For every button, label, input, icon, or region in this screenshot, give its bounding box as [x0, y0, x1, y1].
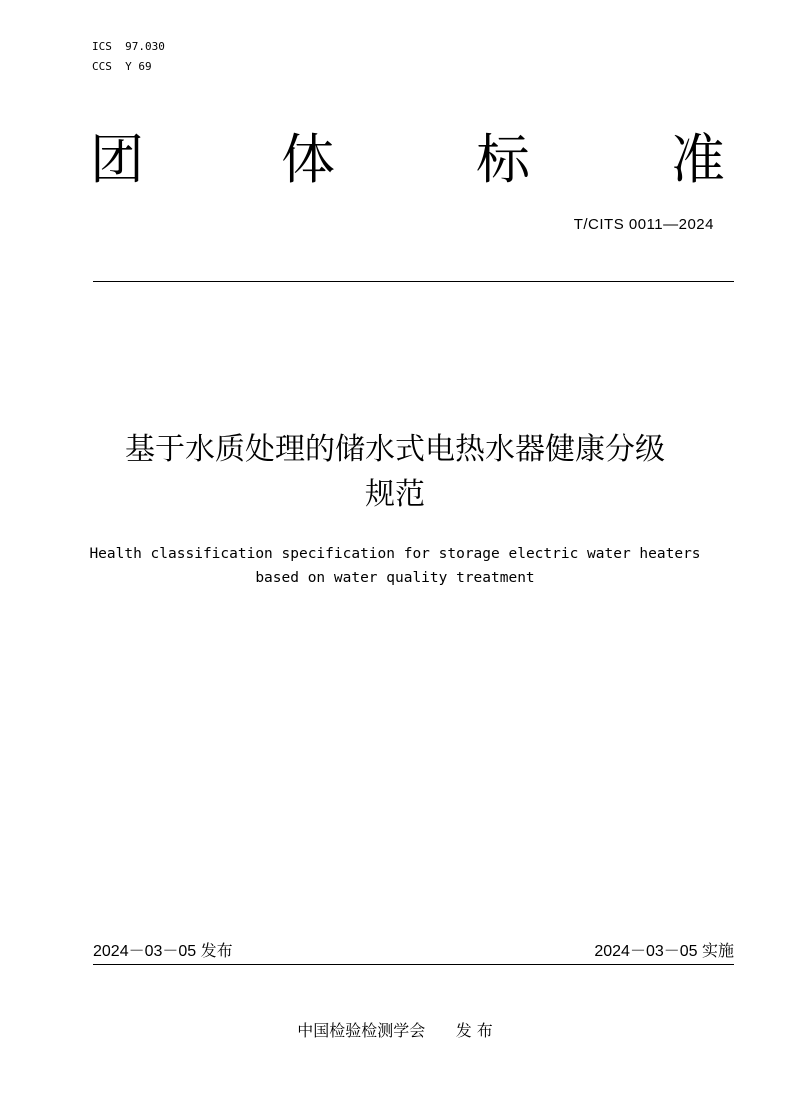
title-cn-line-1: 基于水质处理的储水式电热水器健康分级: [125, 432, 665, 467]
issuer: 中国检验检测学会 发 布: [297, 1021, 493, 1040]
footer-divider: [93, 964, 734, 965]
standard-number: T/CITS 0011—2024: [573, 216, 714, 233]
standard-type-char-2: 体: [281, 128, 335, 191]
issue-date: 2024－03－05 发布: [93, 943, 233, 960]
standard-type-char-1: 团: [90, 128, 144, 191]
header-divider: [93, 281, 734, 282]
title-en-line-2: based on water quality treatment: [255, 570, 535, 586]
ics-code: ICS 97.030: [92, 40, 165, 53]
title-cn-line-2: 规范: [365, 477, 425, 512]
standard-type-char-3: 标: [476, 128, 530, 191]
standard-type-char-4: 准: [671, 128, 725, 191]
ccs-code: CCS Y 69: [92, 60, 152, 73]
implementation-date: 2024－03－05 实施: [594, 943, 734, 960]
title-en-line-1: Health classification specification for storage electric water heaters: [89, 546, 701, 562]
